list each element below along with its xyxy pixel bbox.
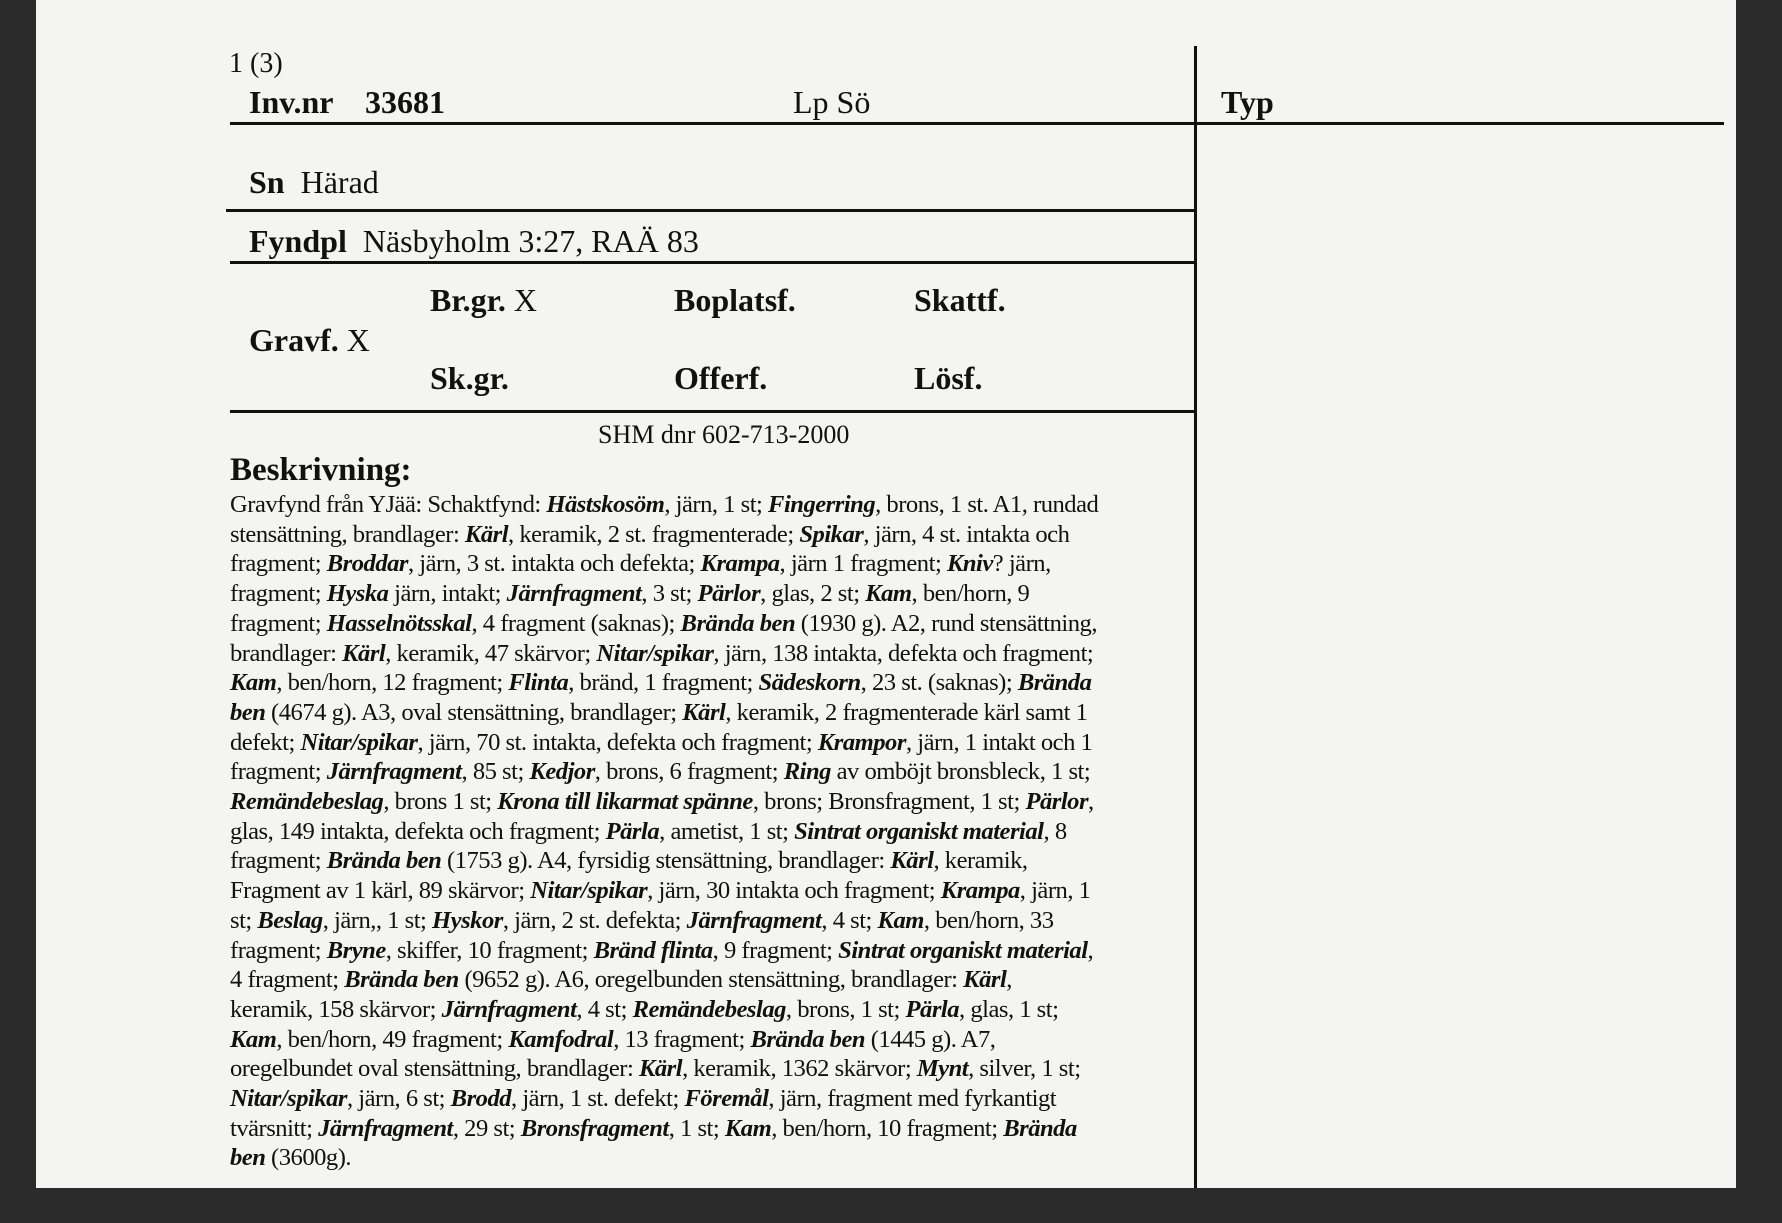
find-term: Kniv	[946, 550, 993, 578]
find-term: Kam	[865, 580, 912, 608]
catalog-card	[36, 0, 1736, 1188]
description-segment: av omböjt bronsbleck, 1 st;	[830, 758, 1091, 786]
description-segment: , brons; Bronsfragment, 1 st;	[752, 788, 1026, 816]
gravf-field	[249, 322, 370, 359]
find-term: Flinta	[508, 669, 569, 697]
description-line	[230, 520, 1205, 550]
find-term: Kam	[877, 906, 924, 934]
description-line	[230, 668, 1205, 698]
description-line	[230, 1084, 1205, 1114]
description-segment: , bränd, 1 fragment;	[568, 669, 759, 697]
find-term: Brända ben	[680, 609, 796, 637]
divider-sn	[226, 209, 1196, 212]
fyndpl-label: Fyndpl	[249, 223, 347, 259]
find-term: Krampa	[940, 877, 1020, 905]
description-segment: , järn, 2 st. defekta;	[502, 906, 687, 934]
find-term: Kam	[724, 1114, 772, 1142]
description-segment: , ben/horn, 33	[923, 906, 1054, 934]
find-term: Brända	[1003, 1114, 1077, 1142]
find-term: Fingerring	[768, 491, 876, 518]
find-term: Pärlor	[697, 580, 761, 608]
description-segment: , ametist, 1 st;	[659, 817, 795, 845]
description-segment: , keramik, 2 st. fragmenterade;	[508, 520, 800, 548]
description-text	[230, 490, 1205, 1173]
description-line	[230, 965, 1205, 995]
description-segment: fragment;	[230, 936, 327, 964]
find-term: Järnfragment	[318, 1114, 453, 1142]
find-term: Kärl	[464, 520, 509, 548]
skgr-label: Sk.gr.	[430, 360, 509, 396]
description-segment: , keramik, 47 skärvor;	[385, 639, 597, 667]
find-term: Hasselnötsskal	[326, 609, 472, 637]
description-segment: , 4 st;	[576, 995, 633, 1023]
find-term: Järnfragment	[506, 580, 642, 608]
description-segment: , ben/horn, 12 fragment;	[276, 669, 509, 697]
description-heading: Beskrivning:	[230, 452, 412, 488]
description-line	[230, 490, 1205, 520]
sn-label: Sn	[249, 164, 285, 200]
find-term: Kärl	[342, 639, 386, 667]
description-segment: , järn 1 fragment;	[779, 550, 947, 578]
description-segment: (1445 g). A7,	[865, 1025, 996, 1053]
description-segment: 4 fragment;	[230, 966, 345, 994]
description-segment: oregelbundet oval stensättning, brandlager:	[230, 1055, 639, 1083]
description-segment: , 13 fragment;	[613, 1025, 751, 1053]
boplatsf-label: Boplatsf.	[674, 282, 796, 318]
find-term: Brända	[1017, 669, 1092, 697]
description-segment: , 85 st;	[461, 758, 530, 786]
description-segment: fragment;	[230, 550, 327, 578]
description-line	[230, 728, 1205, 758]
description-segment: , keramik, 1362 skärvor;	[682, 1055, 917, 1083]
find-term: Föremål	[684, 1085, 769, 1113]
find-term: Brända ben	[326, 847, 442, 875]
page-number: 1 (3)	[229, 48, 283, 79]
find-term: Kam	[230, 1025, 277, 1053]
find-term: Pärla	[905, 995, 960, 1023]
find-term: Kam	[230, 669, 277, 697]
divider-header	[230, 122, 1724, 125]
description-segment: , järn, 138 intakta, defekta och fragment;	[713, 639, 1094, 667]
description-segment: fragment;	[230, 847, 327, 875]
description-segment: , järn, 6 st;	[347, 1085, 451, 1113]
description-line	[230, 876, 1205, 906]
find-term: Hyskor	[432, 906, 503, 934]
inv-nr-value: 33681	[365, 84, 445, 120]
description-segment: , 29 st;	[452, 1114, 521, 1142]
description-line	[230, 846, 1205, 876]
description-segment: defekt;	[230, 728, 301, 756]
brgr-mark: X	[505, 282, 537, 318]
fyndpl-value: Näsbyholm 3:27, RAÄ 83	[362, 223, 699, 259]
find-term: Ring	[783, 758, 831, 786]
divider-fyndpl	[230, 261, 1196, 264]
description-segment: ,	[1088, 788, 1094, 816]
find-term: Hyska	[326, 580, 389, 608]
find-term: Kärl	[890, 847, 934, 875]
find-term: Bryne	[326, 936, 386, 964]
description-segment: fragment;	[230, 609, 327, 637]
find-term: Nitar/spikar	[530, 877, 648, 905]
offerf-label: Offerf.	[674, 360, 768, 396]
find-term: Kärl	[638, 1055, 683, 1083]
description-line	[230, 936, 1205, 966]
description-line	[230, 639, 1205, 669]
description-segment: , 4 fragment (saknas);	[471, 609, 681, 637]
description-segment: fragment;	[230, 580, 327, 608]
description-segment: , brons, 6 fragment;	[594, 758, 784, 786]
losf-label: Lösf.	[914, 360, 983, 396]
description-line	[230, 757, 1205, 787]
shm-dnr: SHM dnr 602-713-2000	[598, 420, 850, 449]
description-line	[230, 1143, 1205, 1173]
description-segment: , 8	[1043, 817, 1067, 845]
description-segment: st;	[230, 906, 258, 934]
description-segment: , brons, 1 st. A1, rundad	[875, 491, 1099, 518]
find-term: Bränd flinta	[593, 936, 713, 964]
description-segment: , järn, 1	[1019, 877, 1091, 905]
description-segment: , 9 fragment;	[712, 936, 839, 964]
description-line	[230, 1025, 1205, 1055]
description-segment: , keramik, 2 fragmenterade kärl samt 1	[725, 698, 1088, 726]
lp-label: Lp Sö	[793, 84, 871, 120]
find-term: Järnfragment	[441, 995, 577, 1023]
description-segment: , 4 st;	[821, 906, 878, 934]
find-term: Kedjor	[529, 758, 595, 786]
description-segment: (9652 g). A6, oregelbunden stensättning, brandlager:	[458, 966, 964, 994]
find-term: Remändebeslag	[230, 788, 384, 816]
description-segment: , ben/horn, 9	[911, 580, 1030, 608]
description-segment: , keramik,	[933, 847, 1028, 875]
description-segment: , järn, 1 st;	[664, 491, 769, 518]
gravf-label: Gravf.	[249, 322, 339, 358]
find-term: Nitar/spikar	[596, 639, 714, 667]
description-segment: ,	[1006, 966, 1012, 994]
find-term: Järnfragment	[686, 906, 822, 934]
find-term: Kärl	[963, 966, 1007, 994]
description-segment: Gravfynd från YJää: Schaktfynd:	[230, 491, 547, 518]
description-segment: , järn, 1 intakt och 1	[905, 728, 1093, 756]
description-line	[230, 906, 1205, 936]
inv-nr-label: Inv.nr	[249, 84, 334, 120]
description-segment: , 3 st;	[641, 580, 698, 608]
description-segment: (1753 g). A4, fyrsidig stensättning, brandlager:	[441, 847, 891, 875]
find-term: Hästskosöm	[546, 491, 665, 518]
find-term: Sintrat organiskt material	[794, 817, 1044, 845]
description-segment: (1930 g). A2, rund stensättning,	[795, 609, 1097, 637]
description-segment: , 1 st;	[668, 1114, 725, 1142]
description-segment: glas, 149 intakta, defekta och fragment;	[230, 817, 606, 845]
find-term: Krampor	[817, 728, 906, 756]
find-term: Kärl	[682, 698, 726, 726]
harad-label: Härad	[300, 164, 379, 200]
find-term: Brända ben	[344, 966, 459, 994]
description-segment: , skiffer, 10 fragment;	[385, 936, 594, 964]
find-term: Järnfragment	[326, 758, 462, 786]
find-term: Sintrat organiskt material	[838, 936, 1088, 964]
description-line	[230, 817, 1205, 847]
description-segment: fragment;	[230, 758, 327, 786]
description-segment: Fragment av 1 kärl, 89 skärvor;	[230, 877, 531, 905]
description-segment: tvärsnitt;	[230, 1114, 319, 1142]
description-segment: , järn, fragment med fyrkantigt	[768, 1085, 1057, 1113]
find-term: Brodd	[450, 1085, 512, 1113]
description-segment: , järn,, 1 st;	[322, 906, 433, 934]
description-segment: ? järn,	[992, 550, 1051, 578]
find-term: Krampa	[700, 550, 780, 578]
find-term: ben	[230, 698, 266, 726]
description-line	[230, 549, 1205, 579]
find-term: Beslag	[257, 906, 323, 934]
sn-row	[249, 164, 379, 201]
description-line	[230, 995, 1205, 1025]
description-line	[230, 787, 1205, 817]
find-term: Mynt	[916, 1055, 969, 1083]
find-term: Pärla	[605, 817, 660, 845]
find-term: Krona till likarmat spänne	[497, 788, 753, 816]
description-segment: , glas, 1 st;	[959, 995, 1059, 1023]
find-term: Bronsfragment	[520, 1114, 669, 1142]
find-term: Broddar	[326, 550, 408, 578]
find-term: Nitar/spikar	[230, 1085, 347, 1113]
description-segment: , glas, 2 st;	[760, 580, 866, 608]
description-segment: , järn, 4 st. intakta och	[863, 520, 1070, 548]
description-line	[230, 1114, 1205, 1144]
skattf-label: Skattf.	[914, 282, 1006, 318]
find-term: Spikar	[799, 520, 864, 548]
divider-find-types	[230, 410, 1196, 413]
description-line	[230, 698, 1205, 728]
description-segment: , silver, 1 st;	[968, 1055, 1081, 1083]
description-segment: , brons, 1 st;	[785, 995, 906, 1023]
find-term: ben	[230, 1144, 266, 1172]
description-line	[230, 1054, 1205, 1084]
description-segment: (3600g).	[265, 1144, 352, 1172]
description-segment: , ben/horn, 49 fragment;	[276, 1025, 509, 1053]
brgr-field	[430, 282, 537, 319]
find-term: Sädeskorn	[758, 669, 861, 697]
description-segment: , järn, 1 st. defekt;	[511, 1085, 685, 1113]
brgr-label: Br.gr.	[430, 282, 506, 318]
description-line	[230, 579, 1205, 609]
find-term: Pärlor	[1025, 788, 1089, 816]
description-line	[230, 609, 1205, 639]
description-segment: , 23 st. (saknas);	[860, 669, 1018, 697]
description-segment: (4674 g). A3, oval stensättning, brandlager;	[265, 698, 683, 726]
find-term: Kamfodral	[508, 1025, 614, 1053]
fyndpl-row	[249, 223, 699, 260]
description-segment: , ben/horn, 10 fragment;	[771, 1114, 1004, 1142]
gravf-mark: X	[338, 322, 370, 358]
description-segment: stensättning, brandlager:	[230, 520, 465, 548]
description-segment: , järn, 30 intakta och fragment;	[647, 877, 941, 905]
description-segment: , järn, 3 st. intakta och defekta;	[407, 550, 701, 578]
description-segment: ,	[1087, 936, 1094, 964]
find-term: Brända ben	[750, 1025, 866, 1053]
description-segment: brandlager:	[230, 639, 343, 667]
description-segment: keramik, 158 skärvor;	[230, 995, 442, 1023]
find-term: Nitar/spikar	[300, 728, 418, 756]
description-segment: , järn, 70 st. intakta, defekta och fragment;	[417, 728, 818, 756]
description-segment: , brons 1 st;	[383, 788, 498, 816]
typ-label: Typ	[1221, 84, 1274, 120]
find-term: Remändebeslag	[632, 995, 786, 1023]
description-segment: järn, intakt;	[388, 580, 507, 608]
